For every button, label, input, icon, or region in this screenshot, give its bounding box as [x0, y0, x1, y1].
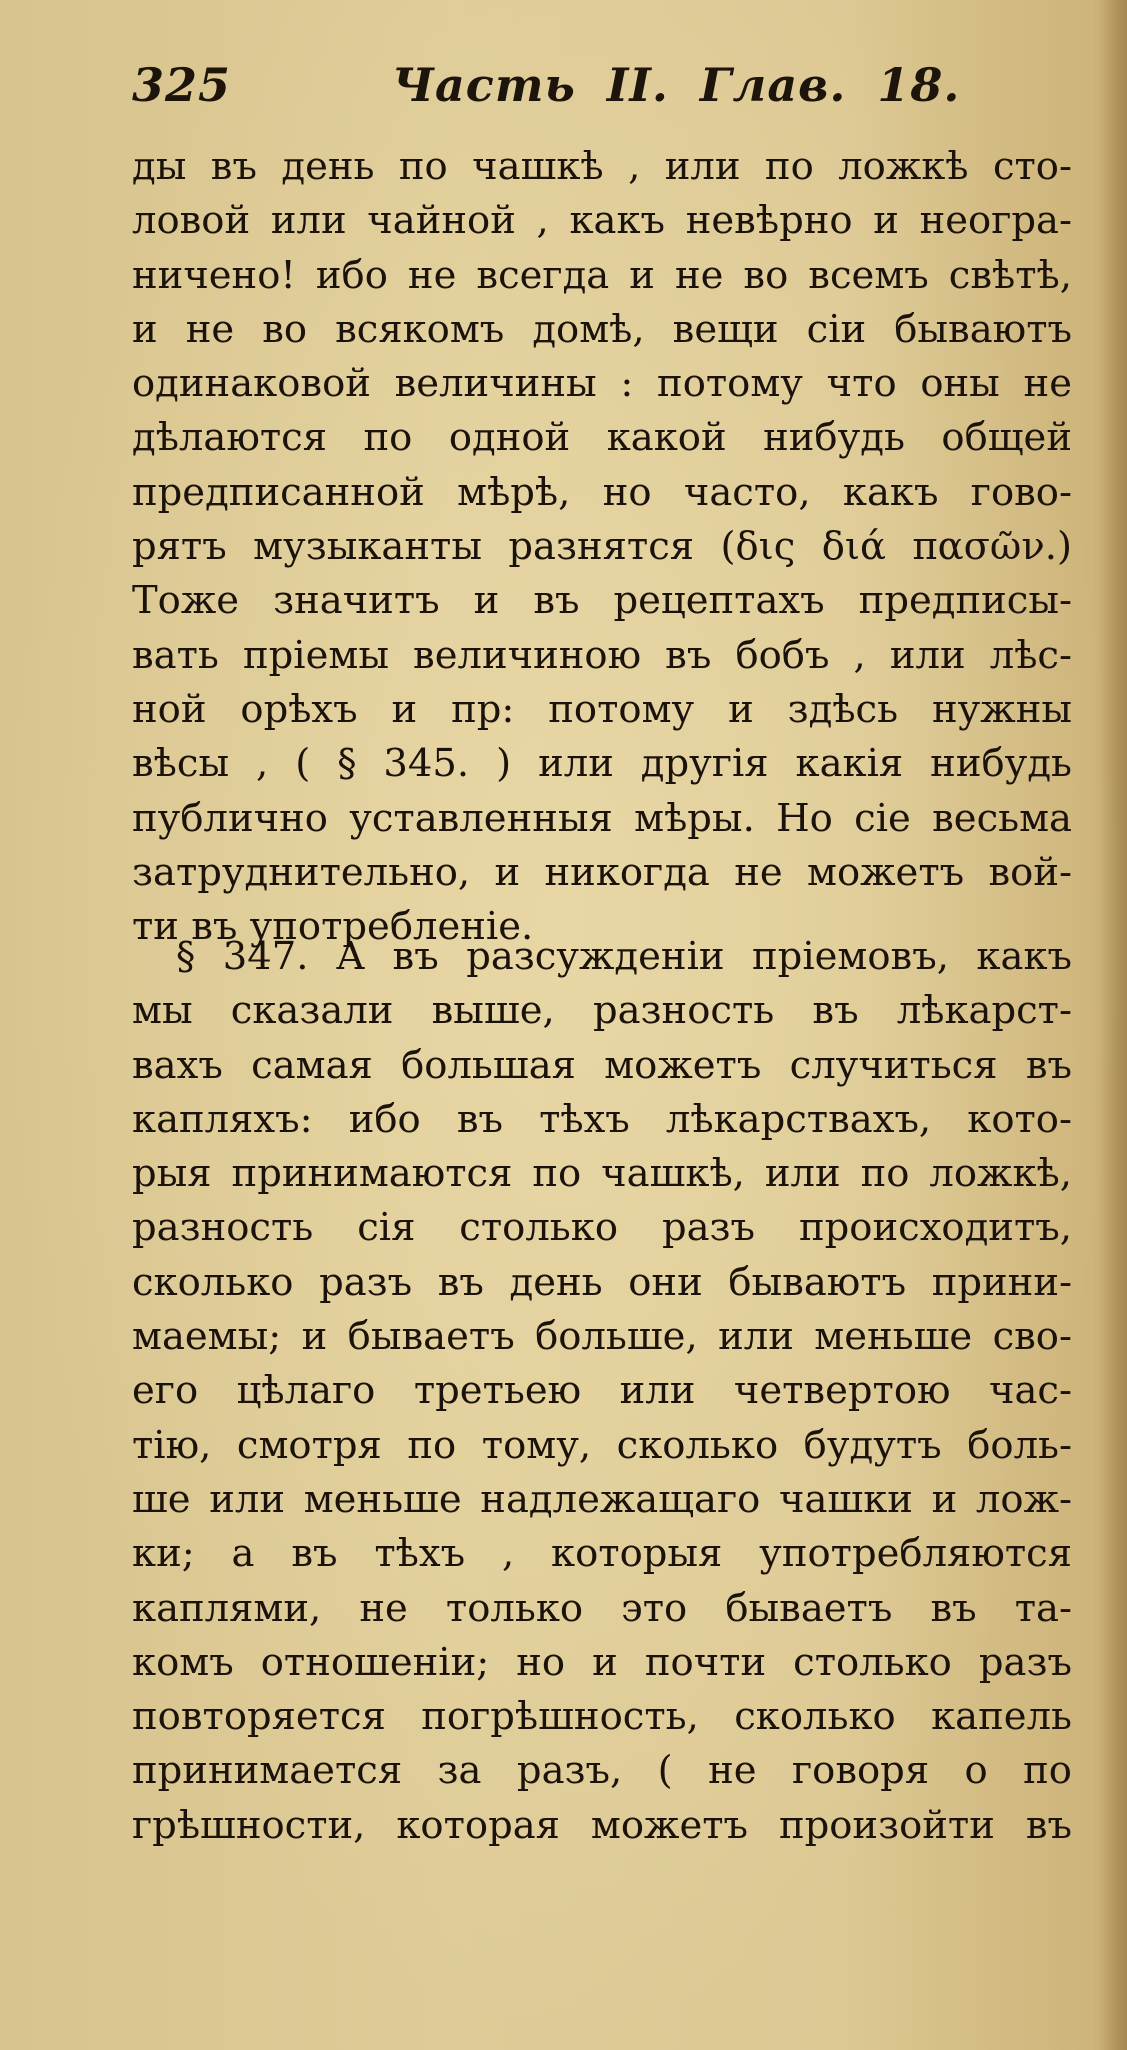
- running-head: Часть II. Глав. 18.: [392, 58, 961, 112]
- text-line: дѣлаются по одной какой нибудь общей: [132, 415, 1072, 461]
- text-line: каплями, не только это бываетъ въ та-: [132, 1585, 1072, 1631]
- text-line: § 347. А въ разсужденіи пріемовъ, какъ: [176, 934, 1072, 979]
- text-line: ти въ употребленіе.: [132, 904, 534, 950]
- text-line: и не во всякомъ домѣ, вещи сіи бываютъ: [132, 306, 1072, 352]
- paragraph-1: [132, 140, 1072, 954]
- text-line: грѣшности, которая можетъ произойти въ: [132, 1802, 1072, 1848]
- text-line: рятъ музыканты разнятся (δις διά πασῶν.): [132, 524, 1072, 570]
- page-header: [132, 58, 992, 118]
- text-line: ки; а въ тѣхъ , которыя употребляются: [132, 1531, 1072, 1577]
- text-line: вахъ самая большая можетъ случиться въ: [132, 1042, 1072, 1088]
- text-line: Тоже значитъ и въ рецептахъ предписы-: [132, 578, 1072, 624]
- text-line: мы сказали выше, разность въ лѣкарст-: [132, 988, 1072, 1034]
- text-line: ды въ день по чашкѣ , или по ложкѣ сто-: [132, 144, 1072, 189]
- text-line: вать пріемы величиною въ бобъ , или лѣс-: [132, 632, 1072, 678]
- text-line: маемы; и бываетъ больше, или меньше сво-: [132, 1314, 1072, 1360]
- text-line: ничено! ибо не всегда и не во всемъ свѣтѣ,: [132, 252, 1072, 298]
- text-line: сколько разъ въ день они бываютъ прини-: [132, 1259, 1072, 1305]
- text-line: ной орѣхъ и пр: потому и здѣсь нужны: [132, 686, 1072, 732]
- text-line: комъ отношеніи; но и почти столько разъ: [132, 1639, 1072, 1685]
- text-line: ше или меньше надлежащаго чашки и лож-: [132, 1476, 1072, 1522]
- text-line: принимается за разъ, ( не говоря о по: [132, 1748, 1072, 1794]
- text-line: вѣсы , ( § 345. ) или другія какія нибудь: [132, 741, 1072, 787]
- text-line: публично уставленныя мѣры. Но сіе весьма: [132, 795, 1072, 841]
- text-line: одинаковой величины : потому что оны не: [132, 361, 1072, 407]
- page-edge-shadow: [1101, 0, 1127, 2050]
- text-line: повторяется погрѣшность, сколько капель: [132, 1694, 1072, 1740]
- text-line: рыя принимаются по чашкѣ, или по ложкѣ,: [132, 1151, 1072, 1197]
- text-line: ловой или чайной , какъ невѣрно и неогра-: [132, 198, 1072, 244]
- paragraph-2: [132, 930, 1072, 1853]
- text-line: предписанной мѣрѣ, но часто, какъ гово-: [132, 469, 1072, 515]
- text-line: затруднительно, и никогда не можетъ вой-: [132, 849, 1072, 895]
- page-number: 325: [132, 58, 232, 112]
- text-line: разность сія столько разъ происходитъ,: [132, 1205, 1072, 1251]
- text-line: капляхъ: ибо въ тѣхъ лѣкарствахъ, кото-: [132, 1096, 1072, 1142]
- text-line: тію, смотря по тому, сколько будутъ боль-: [132, 1422, 1072, 1468]
- text-line: его цѣлаго третьею или четвертою час-: [132, 1368, 1072, 1414]
